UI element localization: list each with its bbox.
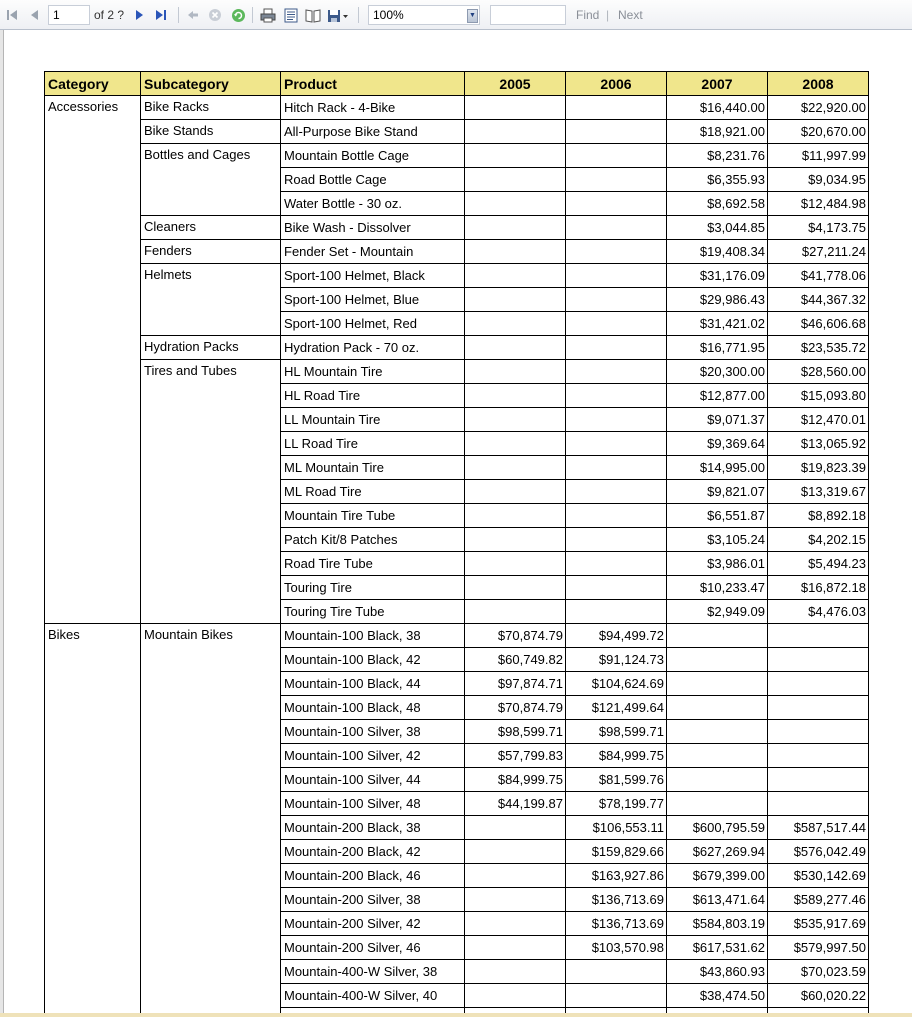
sales-cell-2007: $627,269.94 <box>667 840 768 864</box>
sales-cell-2007: $18,921.00 <box>667 120 768 144</box>
table-header-row <box>45 72 869 96</box>
sales-cell-2006: $136,713.69 <box>566 912 667 936</box>
sales-cell-2008 <box>768 744 869 768</box>
table-row <box>45 216 869 240</box>
sales-cell-2006 <box>566 264 667 288</box>
product-cell: Mountain-200 Silver, 46 <box>281 936 465 960</box>
product-cell: Bike Wash - Dissolver <box>281 216 465 240</box>
product-cell: Hydration Pack - 70 oz. <box>281 336 465 360</box>
product-cell: ML Road Tire <box>281 480 465 504</box>
sales-cell-2008: $16,872.18 <box>768 576 869 600</box>
sales-cell-2007 <box>667 672 768 696</box>
sales-cell-2006 <box>566 408 667 432</box>
sales-cell-2005: $70,874.79 <box>465 696 566 720</box>
product-cell: Mountain-100 Silver, 48 <box>281 792 465 816</box>
sales-cell-2006 <box>566 480 667 504</box>
sales-cell-2005 <box>465 912 566 936</box>
sales-cell-2006 <box>566 504 667 528</box>
sales-cell-2008 <box>768 768 869 792</box>
sales-cell-2008: $27,211.24 <box>768 240 869 264</box>
export-icon[interactable] <box>325 0 351 30</box>
sales-cell-2005 <box>465 120 566 144</box>
sales-cell-2007 <box>667 744 768 768</box>
product-cell: Sport-100 Helmet, Red <box>281 312 465 336</box>
sales-cell-2006 <box>566 336 667 360</box>
header-category[interactable]: Category <box>45 72 141 96</box>
product-cell: Mountain-200 Black, 38 <box>281 816 465 840</box>
product-cell: Mountain-100 Black, 42 <box>281 648 465 672</box>
toolbar-separator <box>252 7 253 23</box>
product-cell: Road Tire Tube <box>281 552 465 576</box>
sales-cell-2008: $579,997.50 <box>768 936 869 960</box>
sales-cell-2005 <box>465 936 566 960</box>
find-next-link[interactable]: Next <box>618 8 643 22</box>
sales-cell-2006 <box>566 360 667 384</box>
sales-cell-2006: $163,927.86 <box>566 864 667 888</box>
sales-cell-2005 <box>465 504 566 528</box>
find-text-input[interactable] <box>490 5 566 25</box>
subcategory-cell: Mountain Bikes <box>141 624 281 1017</box>
page-setup-icon[interactable] <box>303 0 323 30</box>
sales-cell-2008: $4,476.03 <box>768 600 869 624</box>
sales-cell-2007: $679,399.00 <box>667 864 768 888</box>
product-cell: Mountain-100 Black, 38 <box>281 624 465 648</box>
sales-cell-2006: $103,570.98 <box>566 936 667 960</box>
sales-cell-2008 <box>768 792 869 816</box>
product-cell: Touring Tire <box>281 576 465 600</box>
sales-cell-2008: $576,042.49 <box>768 840 869 864</box>
sales-cell-2005 <box>465 288 566 312</box>
sales-cell-2006 <box>566 528 667 552</box>
sales-cell-2005 <box>465 360 566 384</box>
table-row <box>45 360 869 384</box>
toolbar-separator <box>358 7 359 23</box>
sales-cell-2007 <box>667 792 768 816</box>
sales-cell-2008: $60,020.22 <box>768 984 869 1008</box>
product-cell: All-Purpose Bike Stand <box>281 120 465 144</box>
sales-cell-2007: $9,071.37 <box>667 408 768 432</box>
sales-cell-2008: $5,494.23 <box>768 552 869 576</box>
print-layout-icon[interactable] <box>281 0 301 30</box>
sales-cell-2008: $22,920.00 <box>768 96 869 120</box>
product-cell: Mountain Tire Tube <box>281 504 465 528</box>
table-row <box>45 144 869 168</box>
subcategory-cell: Bike Racks <box>141 96 281 120</box>
sales-cell-2005: $97,874.71 <box>465 672 566 696</box>
sales-cell-2006: $98,599.71 <box>566 720 667 744</box>
sales-cell-2007: $3,044.85 <box>667 216 768 240</box>
sales-cell-2008: $4,202.15 <box>768 528 869 552</box>
header-2005[interactable]: 2005 <box>465 72 566 96</box>
sales-cell-2007: $8,231.76 <box>667 144 768 168</box>
product-cell: Mountain-100 Silver, 42 <box>281 744 465 768</box>
next-page-icon[interactable] <box>132 0 148 30</box>
sales-cell-2005 <box>465 408 566 432</box>
sales-cell-2007: $3,105.24 <box>667 528 768 552</box>
subcategory-cell: Cleaners <box>141 216 281 240</box>
header-subcategory[interactable]: Subcategory <box>141 72 281 96</box>
sales-cell-2007 <box>667 624 768 648</box>
sales-cell-2008: $589,277.46 <box>768 888 869 912</box>
sales-cell-2008 <box>768 720 869 744</box>
sales-cell-2008: $70,023.59 <box>768 960 869 984</box>
print-icon[interactable] <box>258 0 278 30</box>
header-2007[interactable]: 2007 <box>667 72 768 96</box>
sales-cell-2005 <box>465 528 566 552</box>
header-2008[interactable]: 2008 <box>768 72 869 96</box>
header-product[interactable]: Product <box>281 72 465 96</box>
sales-cell-2005: $57,799.83 <box>465 744 566 768</box>
sales-cell-2008 <box>768 696 869 720</box>
product-cell: Mountain-100 Silver, 44 <box>281 768 465 792</box>
table-row <box>45 264 869 288</box>
sales-cell-2005 <box>465 96 566 120</box>
sales-cell-2006 <box>566 192 667 216</box>
sales-cell-2006 <box>566 384 667 408</box>
subcategory-cell: Helmets <box>141 264 281 336</box>
sales-cell-2006 <box>566 576 667 600</box>
product-cell: Sport-100 Helmet, Black <box>281 264 465 288</box>
back-to-parent-icon[interactable] <box>184 0 202 30</box>
sales-cell-2006: $91,124.73 <box>566 648 667 672</box>
sales-cell-2007: $617,531.62 <box>667 936 768 960</box>
product-cell: Mountain Bottle Cage <box>281 144 465 168</box>
sales-cell-2006 <box>566 984 667 1008</box>
sales-cell-2007: $19,408.34 <box>667 240 768 264</box>
page-count-label: of 2 ? <box>94 8 125 22</box>
sales-cell-2008: $23,535.72 <box>768 336 869 360</box>
sales-cell-2005 <box>465 336 566 360</box>
sales-cell-2007: $6,551.87 <box>667 504 768 528</box>
sales-cell-2006 <box>566 288 667 312</box>
sales-cell-2005: $84,999.75 <box>465 768 566 792</box>
sales-cell-2007: $31,421.02 <box>667 312 768 336</box>
sales-cell-2007: $43,860.93 <box>667 960 768 984</box>
find-link[interactable]: Find <box>576 8 600 22</box>
sales-cell-2007 <box>667 696 768 720</box>
subcategory-cell: Bike Stands <box>141 120 281 144</box>
sales-cell-2006 <box>566 216 667 240</box>
product-cell: LL Mountain Tire <box>281 408 465 432</box>
zoom-dropdown-icon[interactable]: ▼ <box>467 9 478 23</box>
sales-cell-2008: $587,517.44 <box>768 816 869 840</box>
sales-cell-2008: $41,778.06 <box>768 264 869 288</box>
sales-cell-2008: $15,093.80 <box>768 384 869 408</box>
sales-cell-2008: $530,142.69 <box>768 864 869 888</box>
category-cell: Bikes <box>45 624 141 1017</box>
sales-cell-2005 <box>465 864 566 888</box>
sales-cell-2006 <box>566 168 667 192</box>
sales-cell-2006 <box>566 312 667 336</box>
stop-icon[interactable] <box>206 0 224 30</box>
sales-cell-2008: $44,367.32 <box>768 288 869 312</box>
sales-cell-2005: $44,199.87 <box>465 792 566 816</box>
zoom-select[interactable] <box>368 5 480 25</box>
sales-cell-2007: $8,692.58 <box>667 192 768 216</box>
last-page-icon[interactable] <box>152 0 170 30</box>
sales-cell-2008 <box>768 624 869 648</box>
category-cell: Accessories <box>45 96 141 624</box>
sales-cell-2007: $20,300.00 <box>667 360 768 384</box>
sales-cell-2005 <box>465 216 566 240</box>
product-cell: Mountain-100 Black, 44 <box>281 672 465 696</box>
sales-cell-2007: $12,877.00 <box>667 384 768 408</box>
sales-cell-2007: $9,821.07 <box>667 480 768 504</box>
status-strip <box>0 1013 912 1017</box>
product-cell: ML Mountain Tire <box>281 456 465 480</box>
subcategory-cell: Bottles and Cages <box>141 144 281 216</box>
sales-cell-2008: $11,997.99 <box>768 144 869 168</box>
sales-cell-2007: $600,795.59 <box>667 816 768 840</box>
product-cell: Sport-100 Helmet, Blue <box>281 288 465 312</box>
sales-cell-2005 <box>465 984 566 1008</box>
sales-cell-2008: $12,484.98 <box>768 192 869 216</box>
sales-cell-2007: $2,949.09 <box>667 600 768 624</box>
refresh-icon[interactable] <box>229 0 247 30</box>
product-cell: HL Road Tire <box>281 384 465 408</box>
sales-cell-2005 <box>465 840 566 864</box>
product-cell: Water Bottle - 30 oz. <box>281 192 465 216</box>
sales-cell-2007 <box>667 768 768 792</box>
sales-cell-2006 <box>566 120 667 144</box>
report-body <box>45 96 869 1017</box>
page-number-input[interactable] <box>48 5 90 25</box>
sales-cell-2007: $10,233.47 <box>667 576 768 600</box>
product-cell: Mountain-400-W Silver, 38 <box>281 960 465 984</box>
sales-cell-2007: $16,771.95 <box>667 336 768 360</box>
sales-cell-2008 <box>768 648 869 672</box>
sales-cell-2006: $94,499.72 <box>566 624 667 648</box>
sales-cell-2007: $29,986.43 <box>667 288 768 312</box>
sales-cell-2006: $81,599.76 <box>566 768 667 792</box>
product-cell: Mountain-200 Silver, 42 <box>281 912 465 936</box>
sales-cell-2005 <box>465 240 566 264</box>
sales-cell-2006 <box>566 960 667 984</box>
sales-cell-2005: $98,599.71 <box>465 720 566 744</box>
sales-cell-2007: $584,803.19 <box>667 912 768 936</box>
sales-cell-2008: $12,470.01 <box>768 408 869 432</box>
sales-cell-2007: $31,176.09 <box>667 264 768 288</box>
sales-cell-2007: $9,369.64 <box>667 432 768 456</box>
table-row <box>45 336 869 360</box>
sales-cell-2005 <box>465 144 566 168</box>
sales-cell-2007: $14,995.00 <box>667 456 768 480</box>
sales-cell-2007: $16,440.00 <box>667 96 768 120</box>
sales-cell-2005 <box>465 816 566 840</box>
sales-cell-2006: $159,829.66 <box>566 840 667 864</box>
sales-cell-2005 <box>465 312 566 336</box>
sales-cell-2006: $106,553.11 <box>566 816 667 840</box>
subcategory-cell: Fenders <box>141 240 281 264</box>
sales-cell-2008: $13,065.92 <box>768 432 869 456</box>
sales-cell-2006 <box>566 432 667 456</box>
header-2006[interactable]: 2006 <box>566 72 667 96</box>
sales-cell-2005 <box>465 480 566 504</box>
sales-cell-2005 <box>465 168 566 192</box>
find-separator: | <box>606 8 610 22</box>
table-row <box>45 624 869 648</box>
sales-cell-2005 <box>465 600 566 624</box>
product-cell: Mountain-200 Black, 42 <box>281 840 465 864</box>
product-cell: Mountain-100 Black, 48 <box>281 696 465 720</box>
sales-cell-2005 <box>465 264 566 288</box>
subcategory-cell: Hydration Packs <box>141 336 281 360</box>
sales-cell-2007 <box>667 720 768 744</box>
sales-cell-2008: $4,173.75 <box>768 216 869 240</box>
subcategory-cell: Tires and Tubes <box>141 360 281 624</box>
product-cell: Mountain-100 Silver, 38 <box>281 720 465 744</box>
table-row <box>45 240 869 264</box>
table-row <box>45 120 869 144</box>
sales-cell-2008: $46,606.68 <box>768 312 869 336</box>
product-cell: Mountain-200 Black, 46 <box>281 864 465 888</box>
sales-cell-2006: $84,999.75 <box>566 744 667 768</box>
sales-cell-2005: $60,749.82 <box>465 648 566 672</box>
report-table <box>44 71 869 1017</box>
sales-cell-2006 <box>566 144 667 168</box>
table-row <box>45 96 869 120</box>
first-page-icon[interactable] <box>4 0 20 30</box>
product-cell: LL Road Tire <box>281 432 465 456</box>
product-cell: Patch Kit/8 Patches <box>281 528 465 552</box>
left-frame-border <box>0 30 4 1017</box>
sales-cell-2005 <box>465 456 566 480</box>
sales-cell-2008: $8,892.18 <box>768 504 869 528</box>
sales-cell-2008: $535,917.69 <box>768 912 869 936</box>
sales-cell-2008: $9,034.95 <box>768 168 869 192</box>
sales-cell-2008: $28,560.00 <box>768 360 869 384</box>
toolbar-separator <box>178 7 179 23</box>
sales-cell-2006 <box>566 600 667 624</box>
sales-cell-2005 <box>465 576 566 600</box>
product-cell: Road Bottle Cage <box>281 168 465 192</box>
sales-cell-2007: $3,986.01 <box>667 552 768 576</box>
sales-cell-2006: $136,713.69 <box>566 888 667 912</box>
report-toolbar <box>0 0 912 30</box>
product-cell: Mountain-200 Silver, 38 <box>281 888 465 912</box>
sales-cell-2007: $613,471.64 <box>667 888 768 912</box>
sales-cell-2005 <box>465 888 566 912</box>
sales-cell-2006: $78,199.77 <box>566 792 667 816</box>
sales-cell-2006 <box>566 96 667 120</box>
product-cell: Mountain-400-W Silver, 40 <box>281 984 465 1008</box>
sales-cell-2007: $38,474.50 <box>667 984 768 1008</box>
sales-cell-2008: $19,823.39 <box>768 456 869 480</box>
product-cell: Fender Set - Mountain <box>281 240 465 264</box>
sales-cell-2008: $13,319.67 <box>768 480 869 504</box>
sales-cell-2005 <box>465 192 566 216</box>
sales-cell-2005: $70,874.79 <box>465 624 566 648</box>
product-cell: Hitch Rack - 4-Bike <box>281 96 465 120</box>
product-cell: HL Mountain Tire <box>281 360 465 384</box>
sales-cell-2007: $6,355.93 <box>667 168 768 192</box>
sales-cell-2008: $20,670.00 <box>768 120 869 144</box>
sales-cell-2006: $121,499.64 <box>566 696 667 720</box>
product-cell: Touring Tire Tube <box>281 600 465 624</box>
sales-cell-2006 <box>566 456 667 480</box>
sales-cell-2005 <box>465 552 566 576</box>
sales-cell-2005 <box>465 384 566 408</box>
sales-cell-2006 <box>566 240 667 264</box>
sales-cell-2006: $104,624.69 <box>566 672 667 696</box>
sales-cell-2008 <box>768 672 869 696</box>
sales-cell-2006 <box>566 552 667 576</box>
previous-page-icon[interactable] <box>26 0 42 30</box>
sales-cell-2005 <box>465 432 566 456</box>
sales-cell-2007 <box>667 648 768 672</box>
sales-cell-2005 <box>465 960 566 984</box>
